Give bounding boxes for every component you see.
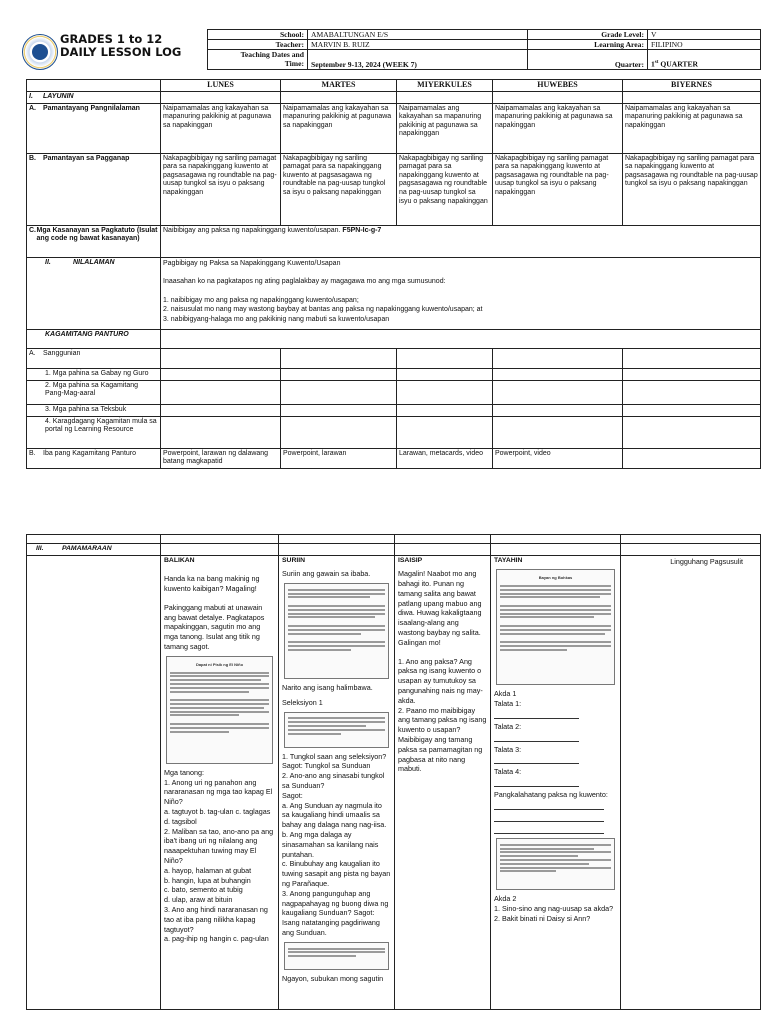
suriin-example-image	[284, 712, 389, 748]
day-monday: LUNES	[161, 80, 281, 92]
teacher-label: Teacher:	[208, 40, 308, 50]
day-thursday: HUWEBES	[493, 80, 623, 92]
area-value: FILIPINO	[648, 40, 761, 50]
balikan-heading: BALIKAN	[164, 556, 195, 564]
iba-friday	[623, 448, 761, 468]
a-friday: Naipamamalas ang kakayahan sa mapanuring pakikinig at pagunawa sa napakinggan	[623, 103, 761, 153]
balikan-column: BALIKAN Handa ka na bang makinig ng kuwento kaibigan? Magaling! Pakinggang mabuti at unawain ang bawat detalye. Pagkatapos mapakinggan, sagutin mo ang mga tanong. Isulat ang titik ng tamang sagot. Dapat ni Pisik ng El Niño Mga tanong: 1. Anong uri ng panahon ang nararanasan ng mga tao kapag El Niño? a. tagtuyot b. tag-ulan c. taglagas d. tagsibol 2. Maliban sa tao, ano-ano pa ang iba't ibang uri ng nilalang ang naaapektuhan tuwing may El Niño? a. hayop, halaman at gubat b. hangin, lupa at buhangin c. bato, semento at tubig d. ulap, araw at bituin 3. Ano ang hindi nararanasan ng tao at iba pang nilikha kapag tagtuyot? a. pag-ihip ng hangin c. pag-ulan	[161, 555, 279, 1009]
school-label: School:	[208, 30, 308, 40]
day-tuesday: MARTES	[281, 80, 397, 92]
document-title: GRADES 1 to 12 DAILY LESSON LOG	[60, 32, 182, 59]
tayahin-column: TAYAHIN Bayan ng Bohkas Akda 1 Talata 1: Talata 2: Talata 3: Talata 4: Pangkalahatang paksa ng kuwento: Akda 2 1. Sino-sino ang nag-uusap sa akda? 2. Bakit binati ni Daisy si Ann?	[491, 555, 621, 1009]
isaisip-heading: ISAISIP	[398, 556, 423, 564]
dates-label: Teaching Dates and Time:	[208, 50, 308, 70]
area-label: Learning Area:	[528, 40, 648, 50]
lingguhang-pagsusulit-label: Lingguhang Pagsusulit	[670, 556, 743, 566]
sanggunian-label: A. Sanggunian	[27, 348, 161, 368]
iba-tuesday: Powerpoint, larawan	[281, 448, 397, 468]
teksbuk-label: 3. Mga pahina sa Teksbuk	[27, 404, 161, 416]
pamantayang-pangnilalaman-label: A. Pamantayang Pangnilalaman	[27, 103, 161, 153]
nilalaman-heading: II. NILALAMAN	[27, 257, 161, 329]
pamamaraan-table	[26, 534, 761, 1010]
grade-label: Grade Level:	[528, 30, 648, 40]
balikan-story-image: Dapat ni Pisik ng El Niño	[166, 656, 273, 764]
a-wednesday: Naipamamalas ang kakayahan sa mapanuring pakikinig at pagunawa sa napakinggan	[397, 103, 493, 153]
header-info-table	[207, 29, 761, 70]
b-thursday: Nakapagbibigay ng sariling pamagat para sa napakinggang kuwento at pagsasagawa ng roundtable na pag-uusap tungkol sa isyu o paksang napakinggan	[493, 153, 623, 225]
answer-line	[494, 778, 579, 787]
iba-wednesday: Larawan, metacards, video	[397, 448, 493, 468]
a-thursday: Naipamamalas ang kakayahan sa mapanuring pakikinig at pagunawa sa napakinggan	[493, 103, 623, 153]
suriin-selection-image	[284, 583, 389, 679]
answer-line	[494, 710, 579, 719]
kasanayan-label: C. Mga Kasanayan sa Pagkatuto (Isulat ang code ng bawat kasanayan)	[27, 225, 161, 257]
tayahin-heading: TAYAHIN	[494, 556, 523, 564]
lesson-log-table	[26, 79, 761, 469]
b-monday: Nakapagbibigay ng sariling pamagat para sa napakinggang kuwento at pagsasagawa ng roundtable na pag-uusap tungkol sa isyu o paksang napakinggan	[161, 153, 281, 225]
kagamitang-mag-aaral-label: 2. Mga pahina sa Kagamitang Pang-Mag-aaral	[27, 380, 161, 404]
a-tuesday: Naipamamalas ang kakayahan sa mapanuring pakikinig at pagunawa sa napakinggan	[281, 103, 397, 153]
quarter-label: Quarter:	[528, 50, 648, 70]
b-friday: Nakapagbibigay ng sariling pamagat para sa napakinggang kuwento at pagsasagawa ng roundtable na pag-uusap tungkol sa isyu o paksang napakinggan	[623, 153, 761, 225]
grade-value: V	[648, 30, 761, 40]
answer-line	[494, 801, 604, 810]
answer-line	[494, 825, 604, 834]
answer-line	[494, 755, 579, 764]
kasanayan-value: Naibibigay ang paksa ng napakinggang kuwento/usapan. F5PN-Ic-g-7	[161, 225, 761, 257]
school-value: AMABALTUNGAN E/S	[308, 30, 528, 40]
suriin-heading: SURIIN	[282, 556, 306, 564]
kagamitang-panturo-heading: KAGAMITANG PANTURO	[27, 329, 161, 348]
gabay-guro-label: 1. Mga pahina sa Gabay ng Guro	[27, 368, 161, 380]
iba-thursday: Powerpoint, video	[493, 448, 623, 468]
pamamaraan-heading: III. PAMAMARAAN	[27, 544, 161, 556]
isaisip-column: ISAISIP Magalin! Naabot mo ang bahagi ito. Punan ng tamang salita ang bawat patlang upang mabuo ang diwa. Huwag kakaligtaang isaalang-alang ang wastong baybay ng salita. Galingan mo! 1. Ano ang paksa? Ang paksa ng isang kuwento o usapan ay tumutukoy sa pangunahing nais ng may-akda. 2. Paano mo maibibigay ang tamang paksa ng isang kuwento o usapan? Maibibigay ang tamang paksa sa pamamagitan ng pagbasa at nito nang mabuti.	[395, 555, 491, 1009]
day-friday: BIYERNES	[623, 80, 761, 92]
learning-resource-label: 4. Karagdagang Kagamitan mula sa portal ng Learning Resource	[27, 416, 161, 448]
a-monday: Naipamamalas ang kakayahan sa mapanuring pakikinig at pagunawa sa napakinggan	[161, 103, 281, 153]
b-wednesday: Nakapagbibigay ng sariling pamagat para sa napakinggang kuwento at pagsasagawa ng roundtable na pag-uusap tungkol sa isyu o paksang napakinggan	[397, 153, 493, 225]
answer-line	[494, 733, 579, 742]
deped-seal-icon	[22, 34, 58, 70]
day-wednesday: MIYERKULES	[397, 80, 493, 92]
b-tuesday: Nakapagbibigay ng sariling pamagat para sa napakinggang kuwento at pagsasagawa ng roundtable na pag-uusap tungkol sa isyu o paksang napakinggan	[281, 153, 397, 225]
iba-monday: Powerpoint, larawan ng dalawang batang magkapatid	[161, 448, 281, 468]
tayahin-story-image: Bayan ng Bohkas	[496, 569, 615, 685]
nilalaman-content: Pagbibigay ng Paksa sa Napakinggang Kuwento/Usapan Inaasahan ko na pagkatapos ng ating paglalakbay ay magagawa mo ang mga sumusunod: 1. naibibigay mo ang paksa ng napakinggang kuwento/usapan; 2. naisusulat mo nang may wastong baybay at bantas ang paksa ng napakinggang kuwento/usapan; at 3. nabibigyang-halaga mo ang pakikinig nang mabuti sa kuwento/usapan	[161, 257, 761, 329]
pamantayan-sa-pagganap-label: B. Pamantayan sa Pagganap	[27, 153, 161, 225]
layunin-heading: I. LAYUNIN	[27, 92, 161, 104]
tayahin-dialogue-image	[496, 838, 615, 890]
lingguhang-pagsusulit-column	[621, 555, 761, 1009]
dates-value: September 9-13, 2024 (WEEK 7)	[308, 50, 528, 70]
teacher-value: MARVIN B. RUIZ	[308, 40, 528, 50]
suriin-column: SURIIN Suriin ang gawain sa ibaba. Narito ang isang halimbawa. Seleksiyon 1 1. Tungkol saan ang seleksiyon? Sagot: Tungkol sa Sunduan 2. Ano-ano ang sinasabi tungkol sa Sunduan? Sagot: a. Ang Sunduan ay nagmula ito sa kaugaliang hindi umaalis sa bahay ang dalaga nang nag-iisa. b. Ang mga dalaga ay sinasamahan sa kanilang nais puntahan. c. Binubuhay ang kaugalian ito tuwing sasapit ang pista ng bayan ng Parañaque. 3. Anong pangunguhap ang nagpapahayag ng buong diwa ng kaugaliang Sunduan? Sagot: Isang natatanging pagdiriwang ang Sunduan. Ngayon, subukan mong sagutin	[279, 555, 395, 1009]
quarter-value: 1st QUARTER	[648, 50, 761, 70]
answer-line	[494, 813, 604, 822]
suriin-second-image	[284, 942, 389, 970]
iba-pang-kagamitan-label: B. Iba pang Kagamitang Panturo	[27, 448, 161, 468]
